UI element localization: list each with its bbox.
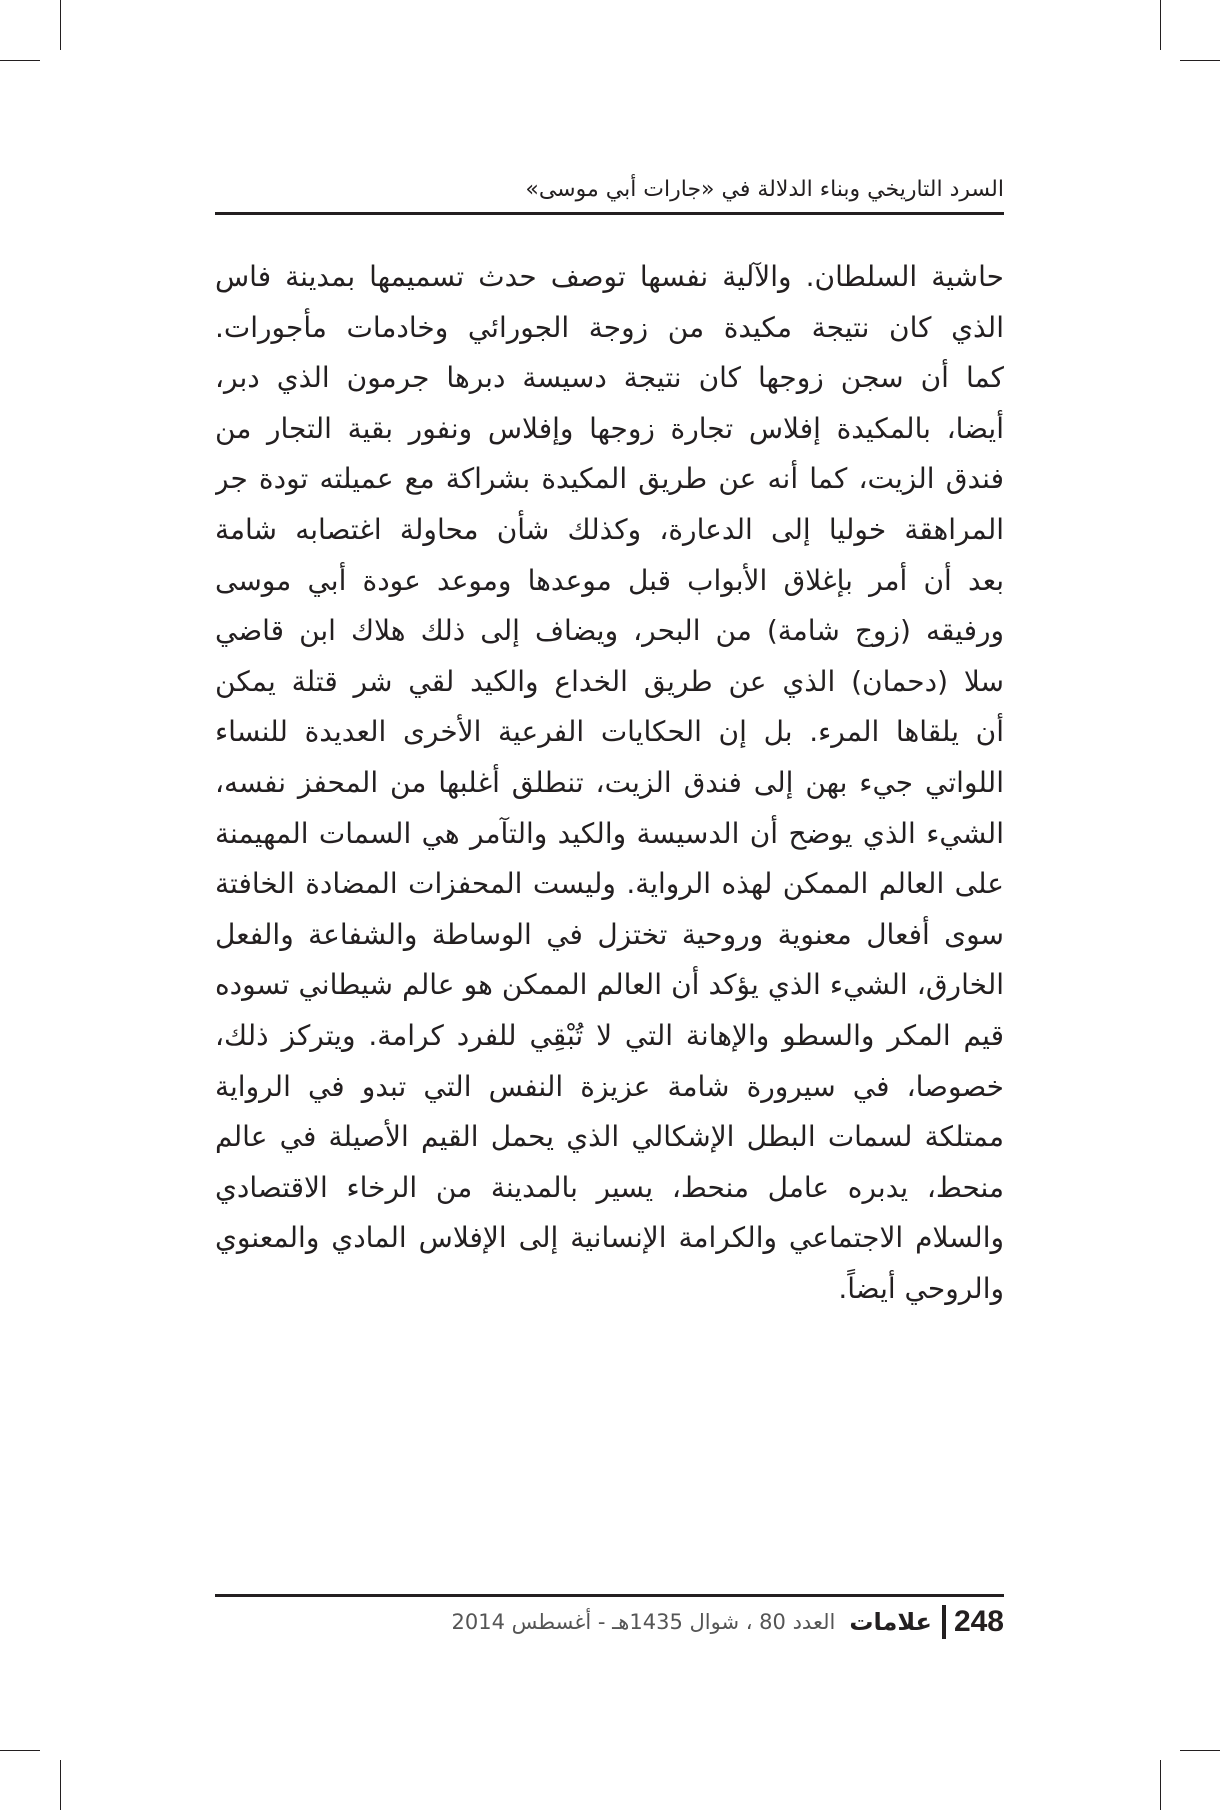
- text-line: ممتلكة لسمات البطل الإشكالي الذي يحمل القيم الأصيلة في عالم: [215, 1120, 1004, 1154]
- text-line: والروحي أيضاً.: [838, 1271, 1004, 1305]
- issue-info: العدد 80 ، شوال 1435هـ - أغسطس 2014: [451, 1610, 836, 1634]
- text-line: قيم المكر والسطو والإهانة التي لا تُبْقِي للفرد كرامة. ويتركز ذلك،: [215, 1018, 1004, 1052]
- text-line: خصوصا، في سيرورة شامة عزيزة النفس التي تبدو في الرواية: [215, 1069, 1004, 1103]
- crop-mark: [1180, 60, 1220, 61]
- text-line: أن يلقاها المرء. بل إن الحكايات الفرعية الأخرى العديدة للنساء: [215, 715, 1004, 749]
- text-line: الخارق، الشيء الذي يؤكد أن العالم الممكن هو عالم شيطاني تسوده: [215, 968, 1004, 1002]
- crop-mark: [1180, 1750, 1220, 1751]
- text-line: الذي كان نتيجة مكيدة من زوجة الجورائي وخادمات مأجورات.: [215, 310, 1004, 344]
- text-line: منحط، يدبره عامل منحط، يسير بالمدينة من الرخاء الاقتصادي: [215, 1170, 1004, 1204]
- text-line: بعد أن أمر بإغلاق الأبواب قبل موعدها وموعد عودة أبي موسى: [215, 563, 1004, 597]
- crop-mark: [0, 1750, 40, 1751]
- crop-mark: [60, 0, 61, 50]
- text-line: على العالم الممكن لهذه الرواية. وليست المحفزات المضادة الخافتة: [215, 867, 1004, 901]
- crop-mark: [0, 60, 40, 61]
- crop-mark: [1160, 0, 1161, 50]
- text-line: سوى أفعال معنوية وروحية تختزل في الوساطة والشفاعة والفعل: [215, 917, 1004, 951]
- journal-name: علامات: [849, 1608, 932, 1636]
- text-line: ورفيقه (زوج شامة) من البحر، ويضاف إلى ذلك هلاك ابن قاضي: [215, 614, 1004, 648]
- text-line: أيضا، بالمكيدة إفلاس تجارة زوجها وإفلاس ونفور بقية التجار من: [215, 411, 1004, 445]
- text-line: اللواتي جيء بهن إلى فندق الزيت، تنطلق أغلبها من المحفز نفسه،: [215, 765, 1004, 799]
- text-line: الشيء الذي يوضح أن الدسيسة والكيد والتآمر هي السمات المهيمنة: [215, 816, 1004, 850]
- text-line: كما أن سجن زوجها كان نتيجة دسيسة دبرها جرمون الذي دبر،: [215, 361, 1004, 395]
- footer-rule: [215, 1594, 1004, 1597]
- text-line: حاشية السلطان. والآلية نفسها توصف حدث تسميمها بمدينة فاس: [215, 260, 1004, 293]
- crop-mark: [60, 1760, 61, 1810]
- page-number: 248: [953, 1605, 1004, 1638]
- text-line: المراهقة خوليا إلى الدعارة، وكذلك شأن محاولة اغتصابه شامة: [215, 512, 1004, 546]
- text-line: والسلام الاجتماعي والكرامة الإنسانية إلى الإفلاس المادي والمعنوي: [215, 1221, 1004, 1255]
- page-footer: [215, 1600, 1004, 1644]
- text-line: فندق الزيت، كما أنه عن طريق المكيدة بشراكة مع عميلته تودة جر: [215, 462, 1004, 496]
- crop-mark: [1160, 1760, 1161, 1810]
- header-rule: [215, 212, 1004, 215]
- footer-divider: [942, 1605, 946, 1639]
- text-line: سلا (دحمان) الذي عن طريق الخداع والكيد لقي شر قتلة يمكن: [215, 664, 1004, 698]
- body-paragraph: [215, 252, 1004, 1314]
- running-header: السرد التاريخي وبناء الدلالة في «جارات أبي موسى»: [525, 177, 1004, 202]
